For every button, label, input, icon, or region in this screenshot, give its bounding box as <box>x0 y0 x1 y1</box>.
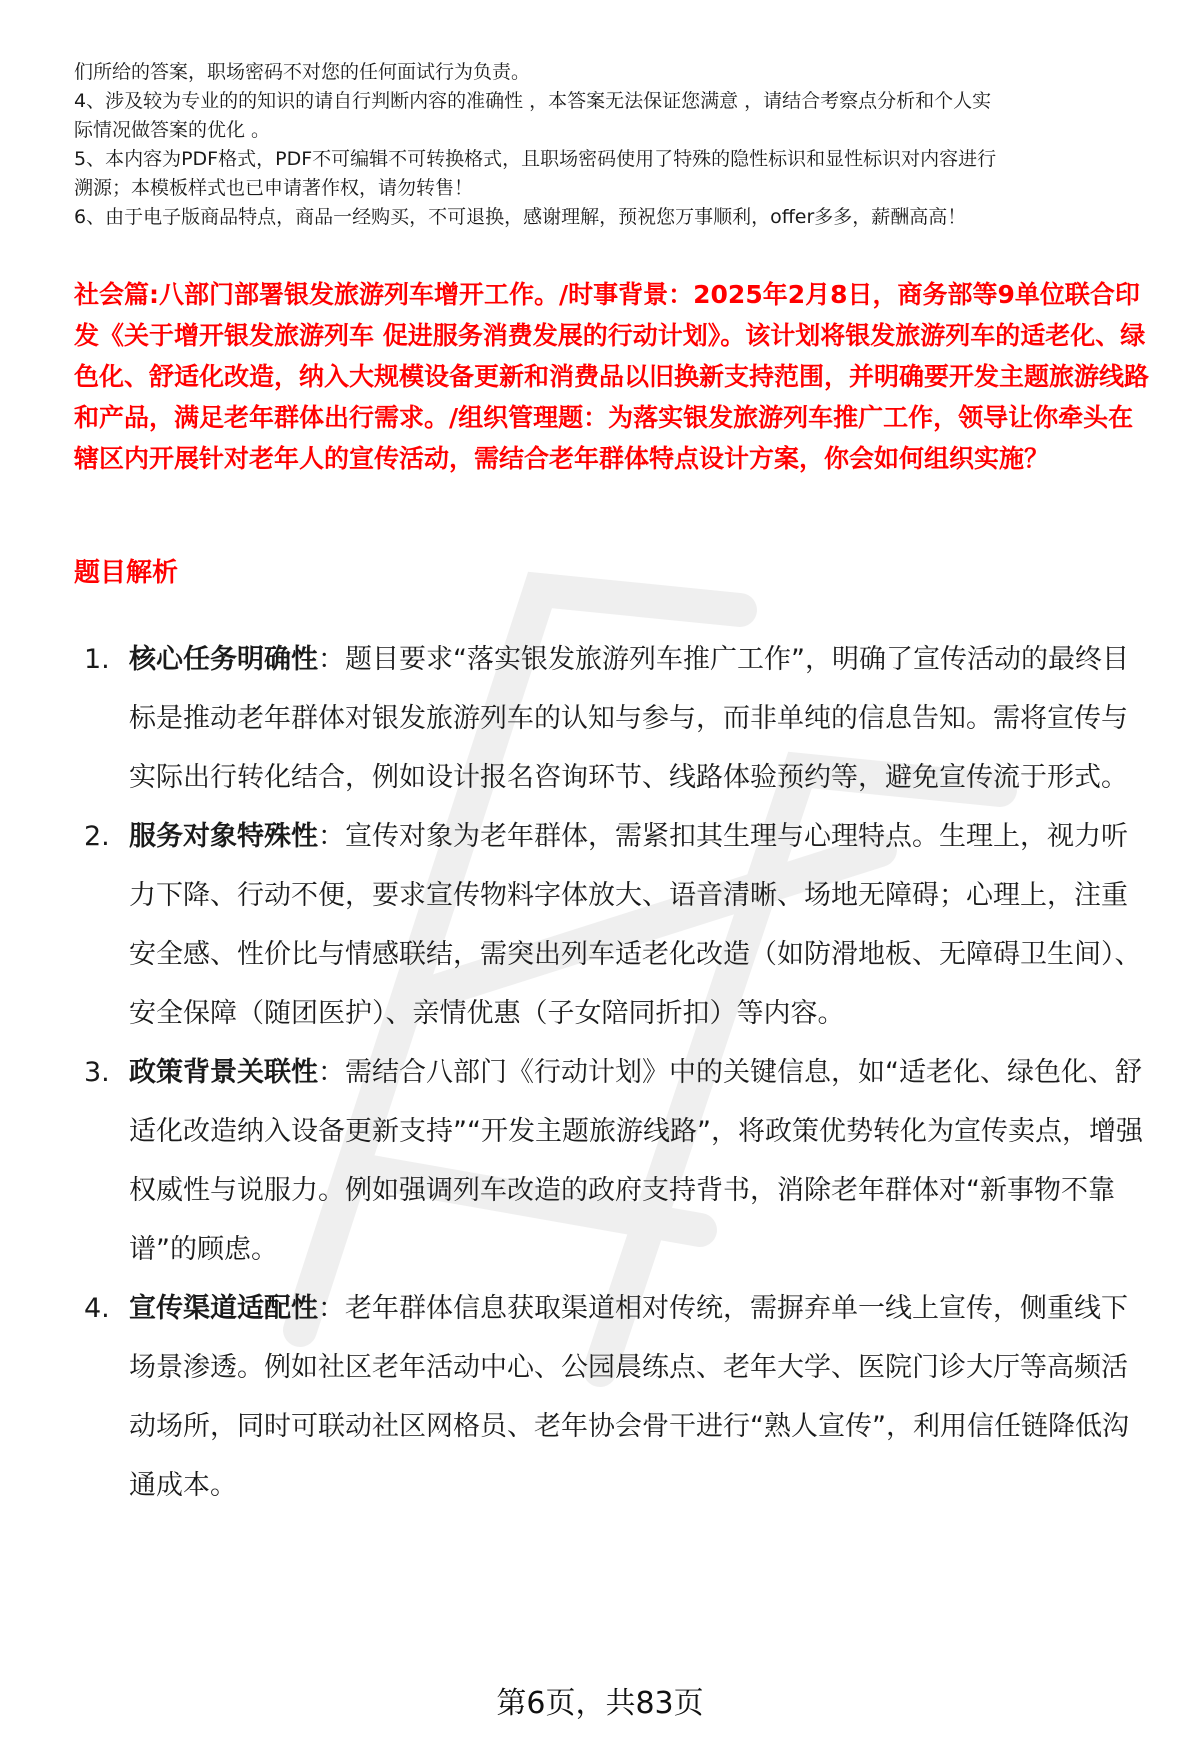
item-title: 服务对象特殊性 <box>129 821 318 852</box>
item-title: 宣传渠道适配性 <box>129 1293 318 1324</box>
list-item <box>74 630 1154 807</box>
note-line: 5、本内容为PDF格式，PDF不可编辑不可转换格式，且职场密码使用了特殊的隐性标识和显性标识对内容进行 <box>74 148 997 170</box>
item-title: 核心任务明确性 <box>129 644 318 675</box>
list-item <box>74 807 1154 1043</box>
note-line: 们所给的答案，职场密码不对您的任何面试行为负责。 <box>74 61 531 83</box>
list-item <box>74 1279 1154 1515</box>
page-footer: 第6页，共83页 <box>496 1686 704 1721</box>
item-number: 4. <box>84 1293 110 1324</box>
note-line: 溯源；本模板样式也已申请著作权，请勿转售！ <box>74 177 474 199</box>
analysis-list <box>74 630 1154 1515</box>
disclaimer-notes <box>74 58 1164 232</box>
item-body: ：老年群体信息获取渠道相对传统，需摒弃单一线上宣传，侧重线下场景渗透。例如社区老年活动中心、公园晨练点、老年大学、医院门诊大厅等高频活动场所，同时可联动社区网格员、老年协会骨干进行“熟人宣传”，利用信任链降低沟通成本。 <box>129 1293 1129 1501</box>
item-text <box>129 1043 1154 1279</box>
item-number: 1. <box>84 644 110 675</box>
item-body: ：宣传对象为老年群体，需紧扣其生理与心理特点。生理上，视力听力下降、行动不便，要求宣传物料字体放大、语音清晰、场地无障碍；心理上，注重安全感、性价比与情感联结，需突出列车适老化改造（如防滑地板、无障碍卫生间）、安全保障（随团医护）、亲情优惠（子女陪同折扣）等内容。 <box>129 821 1142 1029</box>
section-title: 题目解析 <box>74 558 179 588</box>
item-text <box>129 1279 1154 1515</box>
item-body: ：题目要求“落实银发旅游列车推广工作”，明确了宣传活动的最终目标是推动老年群体对银发旅游列车的认知与参与，而非单纯的信息告知。需将宣传与实际出行转化结合，例如设计报名咨询环节、线路体验预约等，避免宣传流于形式。 <box>129 644 1129 793</box>
item-body: ：需结合八部门《行动计划》中的关键信息，如“适老化、绿色化、舒适化改造纳入设备更新支持”“开发主题旅游线路”，将政策优势转化为宣传卖点，增强权威性与说服力。例如强调列车改造的政府支持背书，消除老年群体对“新事物不靠谱”的顾虑。 <box>129 1057 1143 1265</box>
note-line: 6、由于电子版商品特点，商品一经购买，不可退换，感谢理解，预祝您万事顺利，offer多多，薪酬高高！ <box>74 206 967 228</box>
list-item <box>74 1043 1154 1279</box>
item-number: 2. <box>84 821 110 852</box>
item-text <box>129 807 1154 1043</box>
question-text: 社会篇:八部门部署银发旅游列车增开工作。/时事背景：2025年2月8日，商务部等9单位联合印发《关于增开银发旅游列车 促进服务消费发展的行动计划》。该计划将银发旅游列车的适老化、绿色化、舒适化改造，纳入大规模设备更新和消费品以旧换新支持范围，并明确要开发主题旅游线路和产品，满足老年群体出行需求。/组织管理题：为落实银发旅游列车推广工作，领导让你牵头在辖区内开展针对老年人的宣传活动，需结合老年群体特点设计方案，你会如何组织实施？ <box>74 280 1150 473</box>
note-line: 4、涉及较为专业的的知识的请自行判断内容的准确性 ，本答案无法保证您满意 ，请结合考察点分析和个人实 <box>74 90 992 112</box>
item-text <box>129 630 1154 807</box>
note-line: 际情况做答案的优化 。 <box>74 119 271 141</box>
item-title: 政策背景关联性 <box>129 1057 318 1088</box>
item-number: 3. <box>84 1057 110 1088</box>
